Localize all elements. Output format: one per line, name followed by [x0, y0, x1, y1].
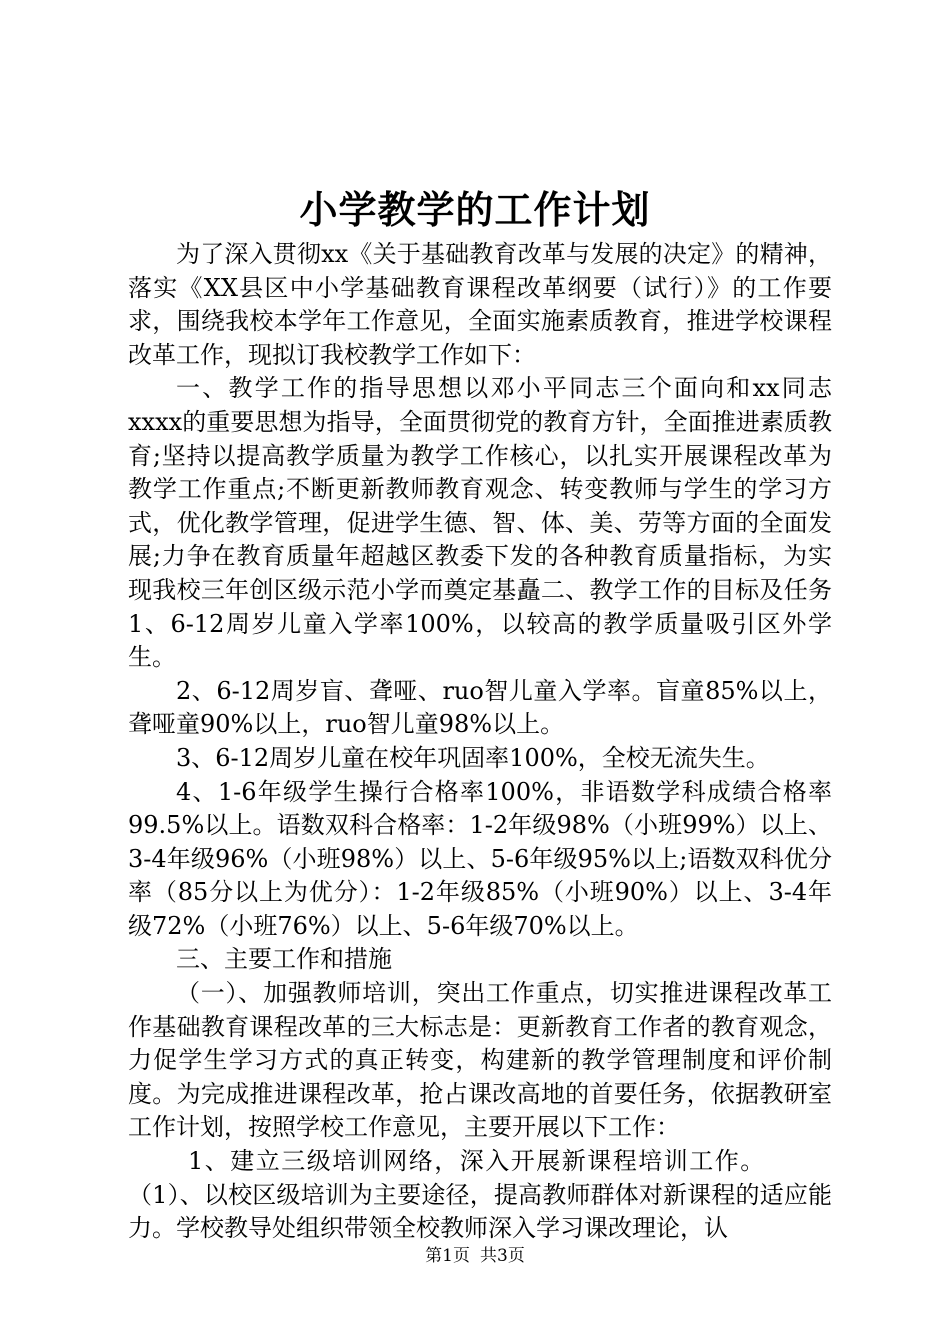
document-title: 小学教学的工作计划	[299, 187, 651, 232]
paragraph-guiding-ideology: 一、教学工作的指导思想以邓小平同志三个面向和xx同志xxxx的重要思想为指导，全面贯彻党的教育方针，全面推进素质教育;坚持以提高教学质量为教学工作核心，以扎实开展课程改革为教学工作重点;不断更新教师教育观念、转变教师与学生的学习方式，优化教学管理，促进学生德、智、体、美、劳等方面的全面发展;力争在教育质量年超越区教委下发的各种教育质量指标，为实现我校三年创区级示范小学而奠定基矗二、教学工作的目标及任务1、6-12周岁儿童入学率100%，以较高的教学质量吸引区外学生。	[128, 374, 832, 672]
document-body	[128, 238, 832, 1246]
page-footer	[0, 1244, 950, 1268]
paragraph-training-network: 1、建立三级培训网络，深入开展新课程培训工作。	[188, 1147, 766, 1176]
paragraph-target-4: 4、1-6年级学生操行合格率100%，非语数学科成绩合格率99.5%以上。语数双科合格率：1-2年级98%（小班99%）以上、3-4年级96%（小班98%）以上、5-6年级95%以上;语数双科优分率（85分以上为优分）：1-2年级85%（小班90%）以上、3-4年级72%（小班76%）以上、5-6年级70%以上。	[128, 777, 832, 940]
paragraph-intro: 为了深入贯彻xx《关于基础教育改革与发展的决定》的精神，落实《XX县区中小学基础教育课程改革纲要（试行）》的工作要求，围绕我校本学年工作意见，全面实施素质教育，推进学校课程改革工作，现拟订我校教学工作如下：	[128, 240, 832, 369]
paragraph-teacher-training: （一）、加强教师培训，突出工作重点，切实推进课程改革工作基础教育课程改革的三大标志是：更新教育工作者的教育观念，力促学生学习方式的真正转变，构建新的教学管理制度和评价制度。为完成推进课程改革，抢占课改高地的首要任务，依据教研室工作计划，按照学校工作意见，主要开展以下工作：	[128, 979, 832, 1142]
page-total: 共3页	[480, 1246, 525, 1266]
page-number: 第1页	[425, 1246, 470, 1266]
paragraph-school-training: （1）、以校区级培训为主要途径，提高教师群体对新课程的适应能力。学校教导处组织带领全校教师深入学习课改理论，认	[128, 1180, 832, 1243]
paragraph-target-2: 2、6-12周岁盲、聋哑、ruo智儿童入学率。盲童85%以上，聋哑童90%以上，ruo智儿童98%以上。	[128, 676, 832, 739]
paragraph-target-3: 3、6-12周岁儿童在校年巩固率100%，全校无流失生。	[176, 743, 770, 772]
section-heading-measures: 三、主要工作和措施	[176, 945, 392, 974]
